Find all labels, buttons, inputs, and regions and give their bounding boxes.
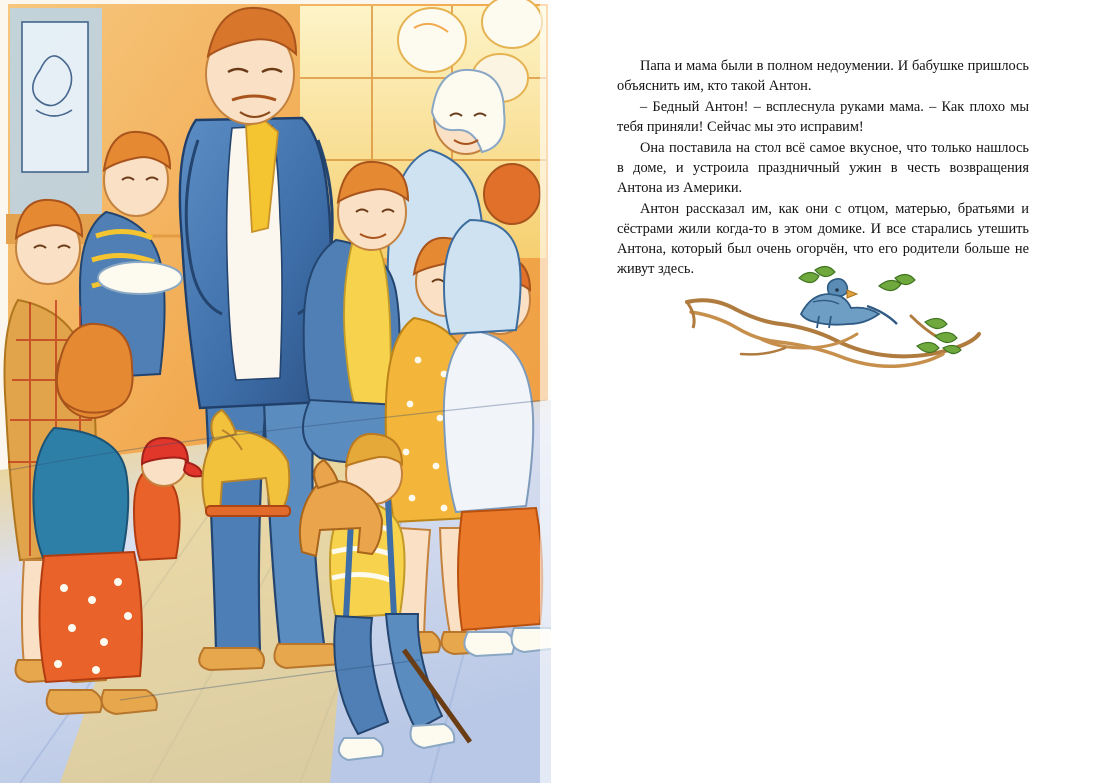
paragraph-3: Она поставила на стол всё самое вкусное, что только нашлось в доме, и устроила праздничный ужин в честь возвращения Антона из Америки. xyxy=(617,139,1029,196)
text-right-page xyxy=(551,0,1100,783)
paragraph-1: Папа и мама были в полном недоумении. И бабушке пришлось объяснить им, кто такой Антон. xyxy=(617,58,1029,95)
paragraph-4: Антон рассказал им, как они с отцом, матерью, братьями и сёстрами жили когда-то в этом домике. И все старались утешить Антона, который был очень огорчён, что его родители больше не живут здесь. xyxy=(617,200,1029,277)
branch-bird-vignette xyxy=(681,262,981,372)
story-text xyxy=(617,56,1029,280)
vignette-artwork xyxy=(681,262,981,372)
paragraph-2: – Бедный Антон! – всплеснула руками мама. – Как плохо мы тебя приняли! Сейчас мы это исправим! xyxy=(617,98,1029,135)
